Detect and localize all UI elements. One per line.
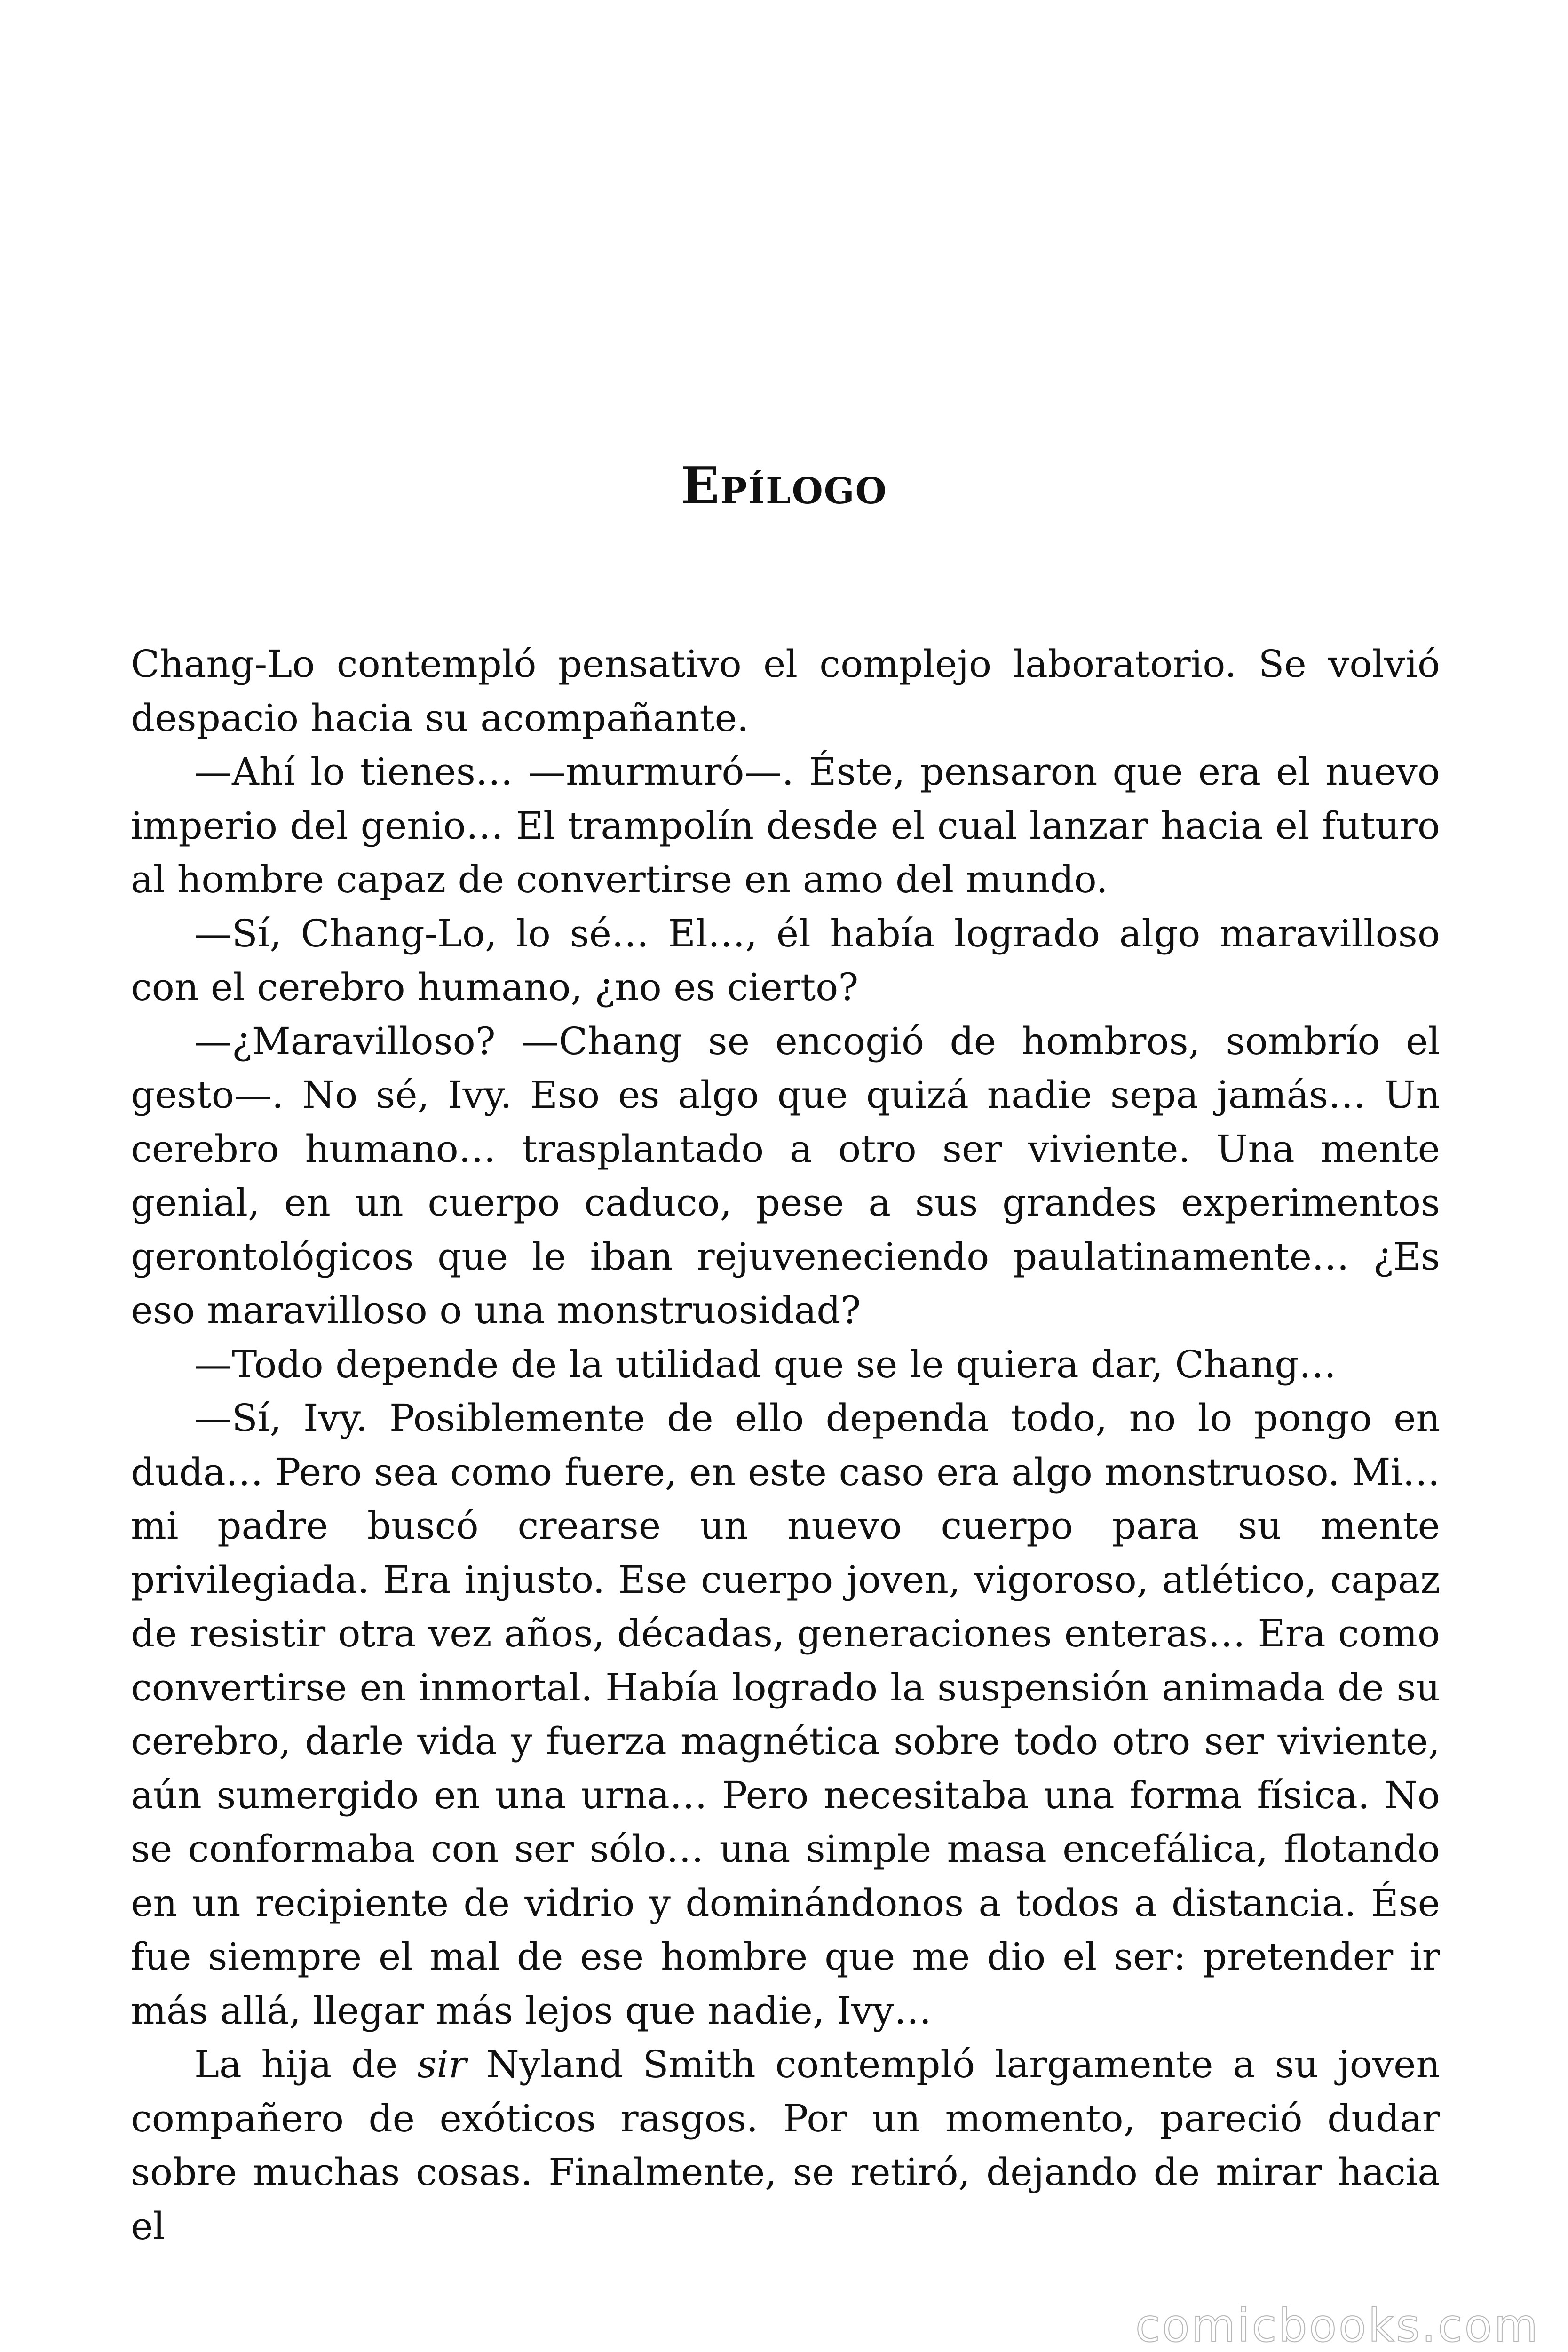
paragraph-7 <box>131 2038 1440 2253</box>
chapter-title: Epílogo <box>681 456 887 516</box>
paragraph-7-start: La hija de <box>194 2042 418 2086</box>
body-text <box>131 637 1440 2253</box>
paragraph-1: Chang-Lo contempló pensativo el complejo laboratorio. Se volvió despacio hacia su acompañante. <box>131 642 1440 740</box>
paragraph-4: —¿Maravilloso? —Chang se encogió de hombros, sombrío el gesto—. No sé, Ivy. Eso es algo que quizá nadie sepa jamás… Un cerebro humano… trasplantado a otro ser viviente. Una mente genial, en un cuerpo caduco, pese a sus grandes experimentos gerontológicos que le iban rejuveneciendo paulatinamente… ¿Es eso maravilloso o una monstruosidad? <box>131 1019 1440 1332</box>
paragraph-6: —Sí, Ivy. Posiblemente de ello dependa todo, no lo pongo en duda… Pero sea como fuere, en este caso era algo monstruoso. Mi… mi padre buscó crearse un nuevo cuerpo para su mente privilegiada. Era injusto. Ese cuerpo joven, vigoroso, atlético, capaz de resistir otra vez años, décadas, generaciones enteras… Era como convertirse en inmortal. Había logrado la suspensión animada de su cerebro, darle vida y fuerza magnética sobre todo otro ser viviente, aún sumergido en una urna… Pero necesitaba una forma física. No se conformaba con ser sólo… una simple masa encefálica, flotando en un recipiente de vidrio y dominándonos a todos a distancia. Ése fue siempre el mal de ese hombre que me dio el ser: pretender ir más allá, llegar más lejos que nadie, Ivy… <box>131 1396 1440 2033</box>
paragraph-7-italic: sir <box>417 2042 467 2086</box>
paragraph-5: —Todo depende de la utilidad que se le quiera dar, Chang… <box>194 1342 1337 1386</box>
paragraph-7-end: Nyland Smith contempló largamente a su joven compañero de exóticos rasgos. Por un momento, pareció dudar sobre muchas cosas. Finalmente, se retiró, dejando de mirar hacia el <box>131 2042 1440 2248</box>
paragraph-3: —Sí, Chang-Lo, lo sé… El…, él había logrado algo maravilloso con el cerebro humano, ¿no es cierto? <box>131 911 1440 1009</box>
paragraph-2: —Ahí lo tienes… —murmuró—. Éste, pensaron que era el nuevo imperio del genio… El trampolín desde el cual lanzar hacia el futuro al hombre capaz de convertirse en amo del mundo. <box>131 750 1440 901</box>
watermark: comicbooks.com <box>1135 2299 1540 2352</box>
